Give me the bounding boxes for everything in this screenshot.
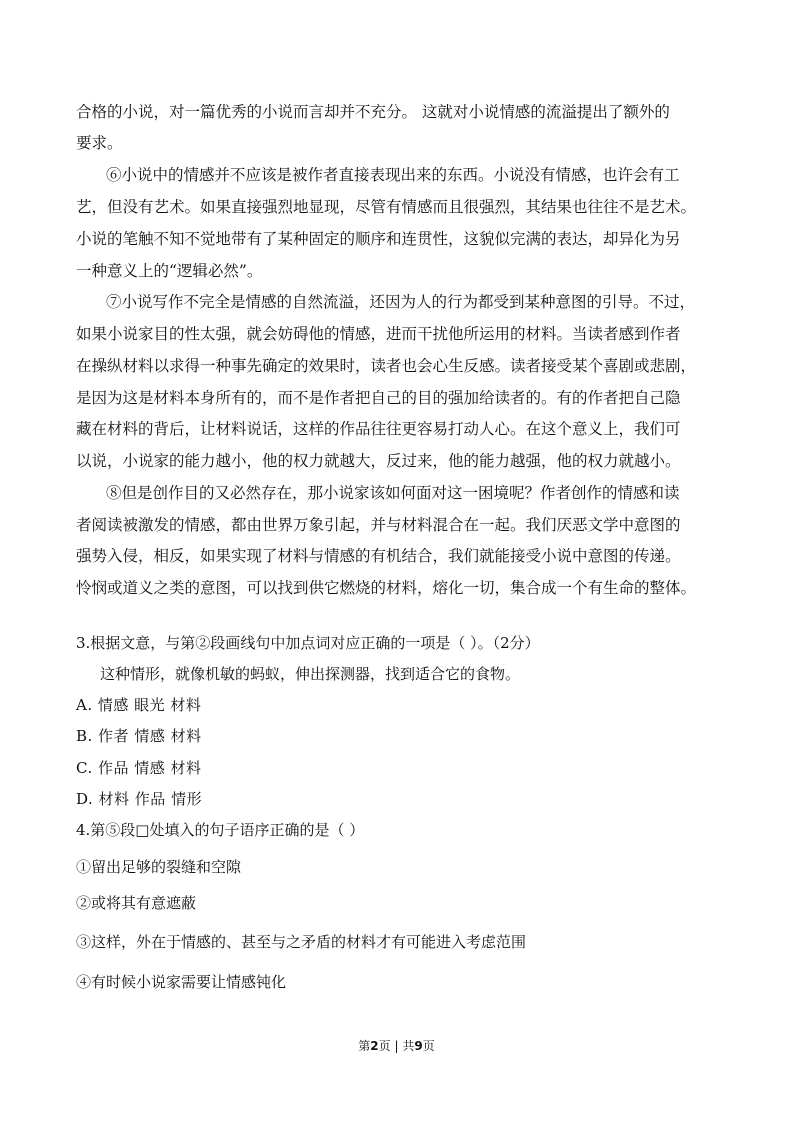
question-4-item-2: ②或将其有意遮蔽 xyxy=(76,894,197,912)
question-3-stem: 3.根据文意，与第②段画线句中加点词对应正确的一项是（ ）。（2分） xyxy=(76,634,540,652)
passage-line: 在操纵材料以求得一种事先确定的效果时，读者也会心生反感。读者接受某个喜剧或悲剧， xyxy=(76,357,697,375)
passage-line: 艺，但没有艺术。如果直接强烈地显现，尽管有情感而且很强烈，其结果也往往不是艺术。 xyxy=(76,198,697,216)
question-3-quote: 这种情形，就像机敏的蚂蚁，伸出探测器，找到适合它的食物。 xyxy=(100,665,521,683)
passage-line: 要求。 xyxy=(76,134,123,152)
passage-line: 强势入侵，相反，如果实现了材料与情感的有机结合，我们就能接受小说中意图的传递。 xyxy=(76,547,681,565)
footer-prefix: 第 xyxy=(358,1039,371,1053)
passage-line: 者阅读被激发的情感，都由世界万象引起，并与材料混合在一起。我们厌恶文学中意图的 xyxy=(76,516,681,534)
question-4-item-1: ①留出足够的裂缝和空隙 xyxy=(76,858,242,876)
passage-line: 小说的笔触不知不觉地带有了某种固定的顺序和连贯性，这貌似完满的表达，却异化为另 xyxy=(76,230,681,248)
paragraph-7-start: ⑦小说写作不完全是情感的自然流溢，还因为人的行为都受到某种意图的引导。不过， xyxy=(106,293,696,311)
passage-line: 以说，小说家的能力越小，他的权力就越大，反过来，他的能力越强，他的权力就越小。 xyxy=(76,452,681,470)
total-page-number: 9 xyxy=(414,1039,423,1053)
passage-line: 合格的小说，对一篇优秀的小说而言却并不充分。 这就对小说情感的流溢提出了额外的 xyxy=(76,103,670,121)
footer-suffix: 页 xyxy=(422,1039,435,1053)
question-4-stem: 4.第⑤段□处填入的句子语序正确的是（ ） xyxy=(76,821,365,839)
question-3-option-b: B. 作者 情感 材料 xyxy=(76,727,202,745)
passage-line: 一种意义上的“逻辑必然”。 xyxy=(76,262,263,280)
current-page-number: 2 xyxy=(370,1039,379,1053)
passage-line: 藏在材料的背后，让材料说话，这样的作品往往更容易打动人心。在这个意义上，我们可 xyxy=(76,420,681,438)
paragraph-6-start: ⑥小说中的情感并不应该是被作者直接表现出来的东西。小说没有情感，也许会有工 xyxy=(106,166,680,184)
paragraph-8-start: ⑧但是创作目的又必然存在，那小说家该如何面对这一困境呢？作者创作的情感和读 xyxy=(106,484,680,502)
question-3-option-c: C. 作品 情感 材料 xyxy=(76,759,202,777)
question-3-option-a: A. 情感 眼光 材料 xyxy=(76,696,202,714)
passage-line: 怜悯或道义之类的意图，可以找到供它燃烧的材料，熔化一切，集合成一个有生命的整体。 xyxy=(76,579,697,597)
page-footer xyxy=(0,1038,793,1054)
question-4-item-3: ③这样，外在于情感的、甚至与之矛盾的材料才有可能进入考虑范围 xyxy=(76,933,527,951)
passage-line: 是因为这是材料本身所有的，而不是作者把自己的目的强加给读者的。有的作者把自己隐 xyxy=(76,389,681,407)
question-4-item-4: ④有时候小说家需要让情感钝化 xyxy=(76,973,287,991)
question-3-option-d: D. 材料 作品 情形 xyxy=(76,790,203,808)
footer-middle: 页 | 共 xyxy=(378,1039,415,1053)
passage-line: 如果小说家目的性太强，就会妨碍他的情感，进而干扰他所运用的材料。当读者感到作者 xyxy=(76,325,681,343)
